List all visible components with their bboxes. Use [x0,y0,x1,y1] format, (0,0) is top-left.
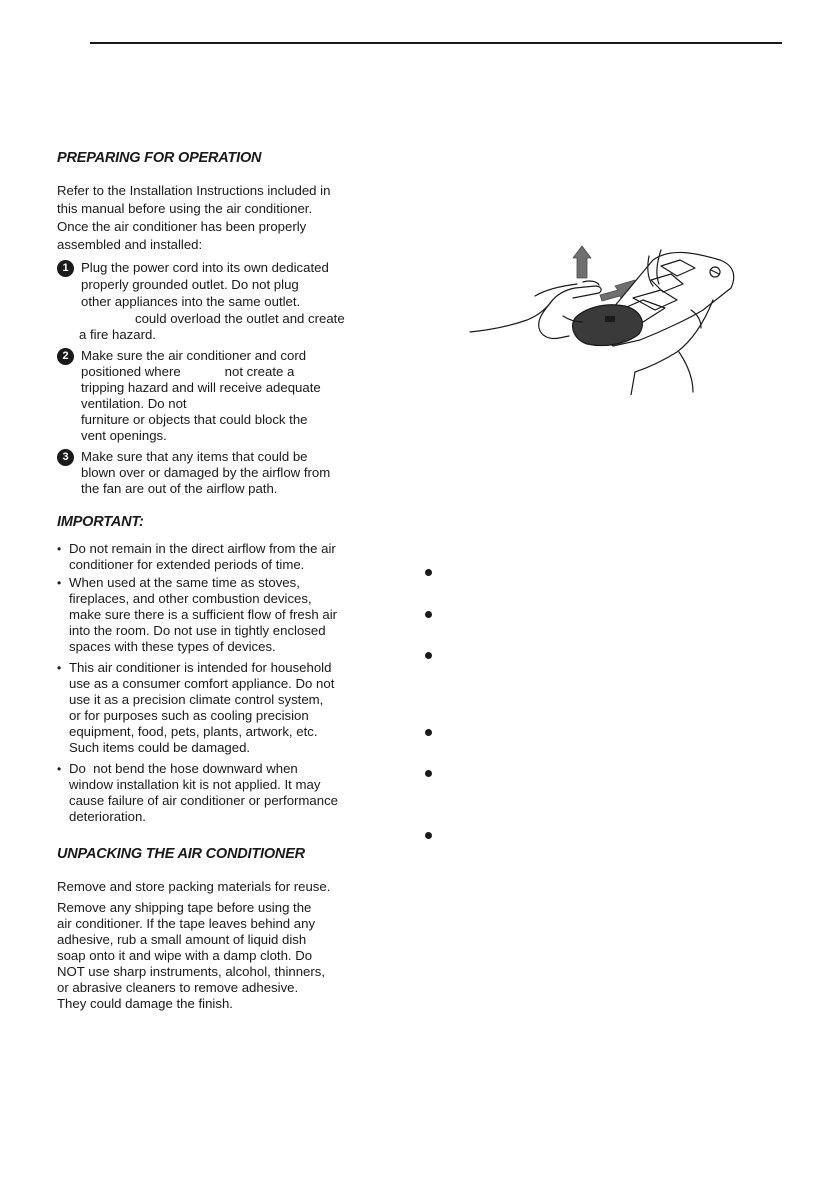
bullet-marker: • [57,661,62,675]
important-line: spaces with these types of devices. [69,639,276,654]
section-heading-preparing: PREPARING FOR OPERATION [57,150,262,166]
important-line: This air conditioner is intended for household [69,660,332,675]
step-line: Make sure that any items that could be [81,449,308,464]
step-line: Make sure the air conditioner and cord [81,348,307,363]
section-heading-important: IMPORTANT: [57,514,144,530]
intro-line: this manual before using the air conditioner. [57,201,313,216]
step-line: ventilation. Do not [81,396,187,411]
bullet-dot [425,832,432,839]
section-heading-unpacking: UNPACKING THE AIR CONDITIONER [57,846,305,862]
step-line: the fan are out of the airflow path. [81,481,278,496]
step-number-badge: 1 [57,260,74,277]
bullet-dot [425,569,432,576]
important-line: use as a consumer comfort appliance. Do not [69,676,335,691]
unpacking-line: or abrasive cleaners to remove adhesive. [57,980,299,995]
important-line: Such items could be damaged. [69,740,251,755]
unpacking-line: adhesive, rub a small amount of liquid dish [57,932,307,947]
unpacking-line: air conditioner. If the tape leaves behind any [57,916,316,931]
important-line: fireplaces, and other combustion devices, [69,591,312,606]
important-line: or for purposes such as cooling precision [69,708,309,723]
important-line: equipment, food, pets, plants, artwork, etc. [69,724,318,739]
step-line: a fire hazard. [79,327,156,342]
important-line: make sure there is a sufficient flow of fresh air [69,607,338,622]
unpacking-line: Remove any shipping tape before using the [57,900,312,915]
bullet-dot [425,770,432,777]
bullet-dot [425,729,432,736]
important-line: cause failure of air conditioner or performance [69,793,339,808]
bullet-marker: • [57,576,62,590]
step-line: positioned where not create a [81,364,295,379]
important-line: conditioner for extended periods of time. [69,557,305,572]
important-line: window installation kit is not applied. It may [69,777,321,792]
unpacking-line: NOT use sharp instruments, alcohol, thinners, [57,964,326,979]
important-line: deterioration. [69,809,146,824]
step-line: other appliances into the same outlet. [81,294,301,309]
step-line: properly grounded outlet. Do not plug [81,277,299,292]
step-line: tripping hazard and will receive adequate [81,380,321,395]
step-line: blown over or damaged by the airflow from [81,465,331,480]
unpacking-line: soap onto it and wipe with a damp cloth. Do [57,948,313,963]
important-line: use it as a precision climate control system, [69,692,324,707]
bullet-marker: • [57,762,62,776]
step-line: Plug the power cord into its own dedicated [81,260,329,275]
step-number-badge: 2 [57,348,74,365]
intro-line: Refer to the Installation Instructions included in [57,183,331,198]
intro-line: Once the air conditioner has been properly [57,219,307,234]
important-line: Do not bend the hose downward when [69,761,298,776]
important-line: into the room. Do not use in tightly enclosed [69,623,326,638]
step-line: furniture or objects that could block the [81,412,308,427]
step-line: could overload the outlet and create [135,311,345,326]
bullet-dot [425,652,432,659]
bullet-dot [425,611,432,618]
top-rule [90,42,782,44]
step-number-badge: 3 [57,449,74,466]
important-line: When used at the same time as stoves, [69,575,300,590]
intro-line: assembled and installed: [57,237,203,252]
remote-battery-cover-icon [465,240,745,395]
step-line: vent openings. [81,428,167,443]
unpacking-line: They could damage the finish. [57,996,233,1011]
bullet-marker: • [57,542,62,556]
important-line: Do not remain in the direct airflow from the air [69,541,336,556]
unpacking-paragraph-1: Remove and store packing materials for reuse. [57,879,331,894]
